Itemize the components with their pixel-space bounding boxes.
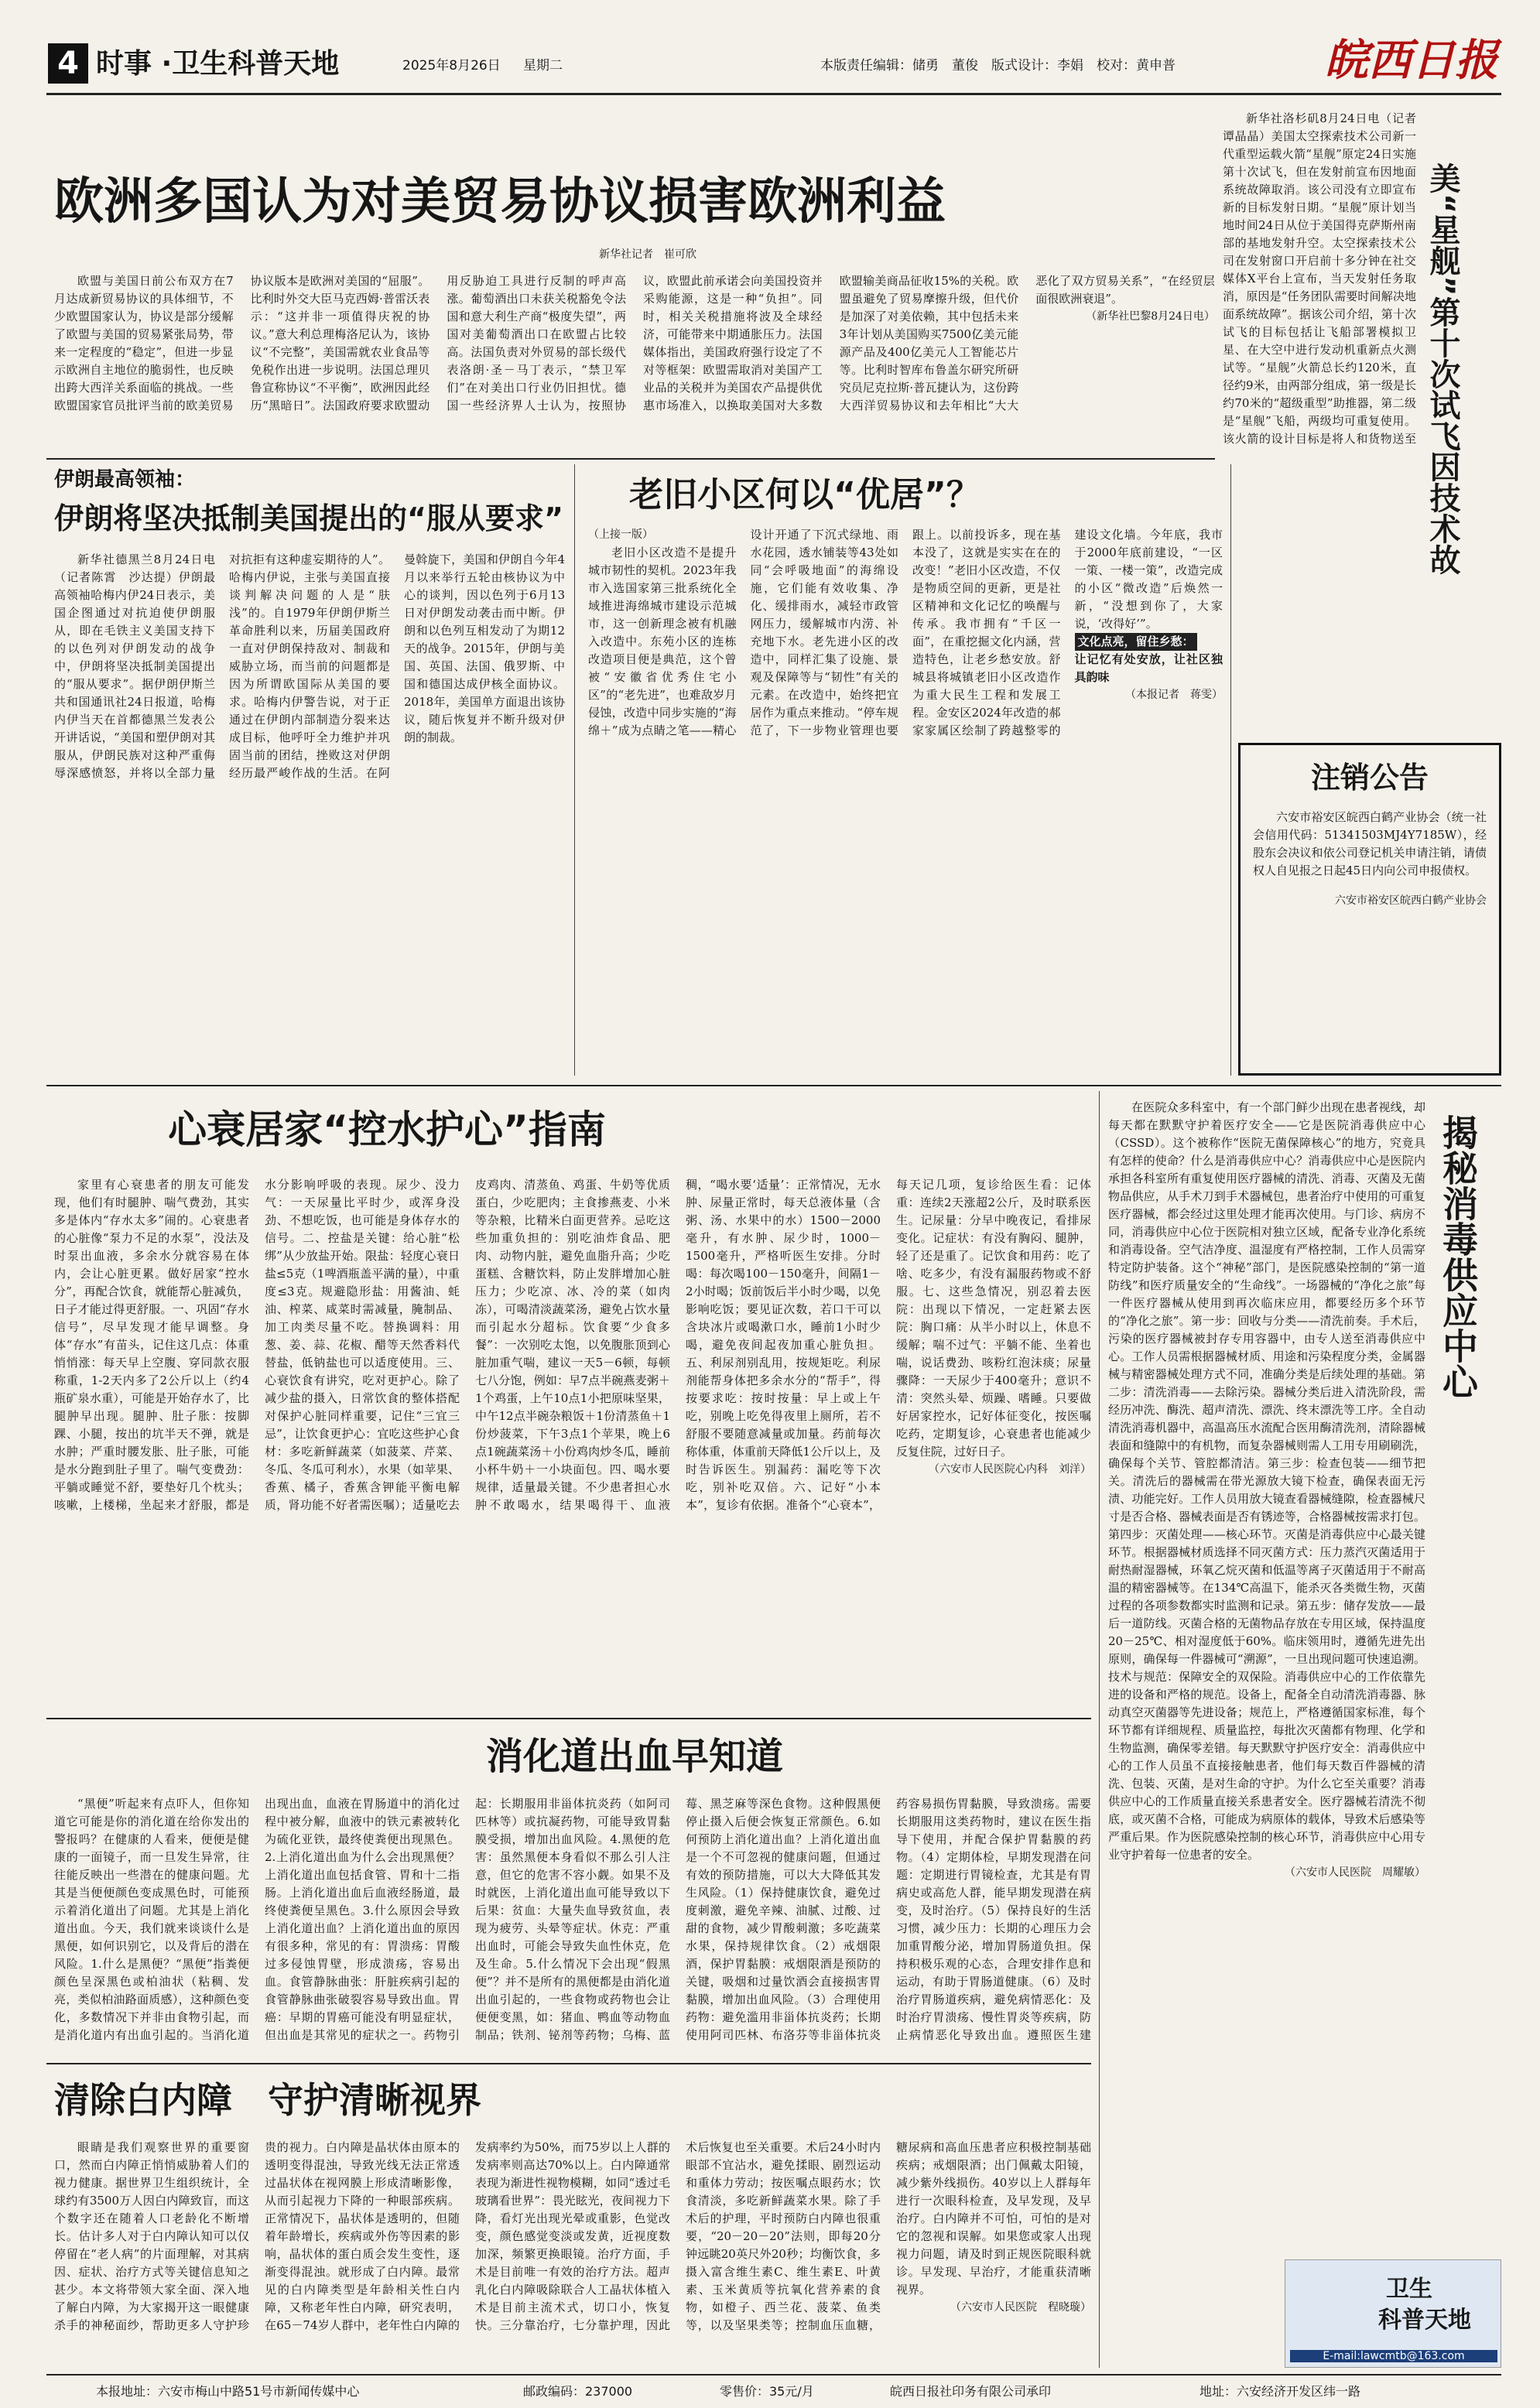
iran-body: 新华社德黑兰8月24日电（记者陈霄 沙达提）伊朗最高领袖哈梅内伊24日表示，美国企图通过对抗迫使伊朗服从，即在毛铁主义美国支持下的以色列对伊朗发动的战争中，伊朗将坚决抵制美国提出的“服从要求”。据伊朗伊斯兰共和国通讯社24日报道，哈梅内伊当天在首都德黑兰发表公开讲话说，“美国和塑伊朗对其服从，伊朗民族对这种严重侮辱深感愤怒，并将以全部力量对抗拒有这种虚妄期待的人”。哈梅内伊说，主张与美国直接谈判解决问题的人是“肤浅”的。自1979年伊朗伊斯兰革命胜利以来，历届美国政府一直对伊朗保持敌对、制裁和威胁立场，而当前的问题都是因为所谓欧国际从美国的要求。哈梅内伊警告说，对于正通过在伊朗内部制造分裂来达成目标，他呼吁全力维护并巩固当前的团结，挫败这对伊朗经历最严峻作战的生活。在阿曼斡旋下，美国和伊朗自今年4月以来举行五轮由核协议为中心的谈判，因以色列于6月13日对伊朗发动袭击而中断。伊朗和以色列互相发动了为期12天的战争。2015年，伊朗与美国、英国、法国、俄罗斯、中国和德国达成伊核全面协议。2018年，美国单方面退出该协议，随后恢复并不断升级对伊朗的制裁。: [54, 552, 565, 780]
masthead-logo: 皖西日报: [1325, 35, 1498, 86]
col-divider-2: [1230, 464, 1231, 1076]
upper-section-rule: [46, 1085, 1501, 1086]
starship-body-cont: [1223, 596, 1494, 735]
disinfect-body: 在医院众多科室中，有一个部门鲜少出现在患者视线，却每天都在默默守护着医疗安全——它是医院消毒供应中心（CSSD）。这个被称作“医院无菌保障核心”的地方，究竟具有怎样的使命？什么是消毒供应中心？消毒供应中心是医院内承担各科室所有重复使用医疗器械的清洗、消毒、灭菌及无菌物品供应，从手术刀到手术器械包，患者治疗中使用的可重复医疗器械，都会经过这里处理才能再次使用。与门诊、病房不同，消毒供应中心位于医院相对独立区域，配备专业净化系统和消毒设备。空气洁净度、温湿度有严格控制，工作人员需穿特定防护装备。这个“神秘”部门，是医院感染控制的“第一道防线”和医疗质量安全的“生命线”。一场器械的“净化之旅”每一件医疗器械从使用到再次临床应用，都要经历多个环节的“净化之旅”。第一步：回收与分类——清洗前奏。手术后，污染的医疗器械被封存专用容器中，由专人送至消毒供应中心。工作人员需根据器械材质、用途和污染程度分类，金属器械与精密器械处理方式不同，准确分类是后续处理的基础。第二步：清洗消毒——去除污染。器械分类后进入清洗阶段，需经历冲洗、酶洗、超声清洗、漂洗、终末漂洗等工序。全自动清洗消毒机器中，高温高压水流配合医用酶清洗剂，清除器械表面和缝隙中的有机物，而复杂器械则需人工用专用刷刷洗，确保每个关节、管腔都清洁。第三步：检查包装——细节把关。清洗后的器械需在带光源放大镜下检查，确保表面无污渍、功能完好。工作人员用放大镜查看器械缝隙，检查器械尺寸是否合格、器械表面是否有锈迹等，合格器械按需求打包。第四步：灭菌处理——核心环节。灭菌是消毒供应中心最关键环节。根据器械材质选择不同灭菌方式：压力蒸汽灭菌适用于耐热耐湿器械，环氧乙烷灭菌和低温等离子灭菌适用于不耐高温的精密器械等。在134℃高温下，能杀灭各类微生物，灭菌过程的各项参数都实时监测和记录。第五步：储存发放——最后一道防线。灭菌合格的无菌物品存放在专用区域，保持温度20－25℃、相对湿度低于60%。临床领用时，遵循先进先出原则，确保每一件器械可“溯源”，一旦出现问题可快速追溯。技术与规范：保障安全的双保险。消毒供应中心的工作依靠先进的设备和严格的规范。设备上，配备全自动清洗消毒器、脉动真空灭菌器等先进设备；规范上，严格遵循国家标准，每个环节都有详细规程、质量监控，每批次灭菌都有物理、化学和生物监测，确保零差错。每天默默守护医疗安全：消毒供应中心的工作人员虽不直接接触患者，他们每天数百件器械的清洗、包装、灭菌，是对生命的守护。为什么它至关重要？消毒供应中心的工作质量直接关系患者安全。医疗器械若清洗不彻底，或灭菌不合格，可能成为病原体的载体，导致术后感染等严重后果。作为医院感染控制的核心环节，消毒供应中心用专业守护着每一位患者的安全。 （六安市人民医院 周耀敏）: [1108, 1100, 1425, 1879]
badge-email: E-mail:lawcmtb@163.com: [1290, 2350, 1497, 2362]
column-badge: [1285, 2259, 1501, 2368]
oldcommunity-headline: 老旧小区何以“优居”？: [629, 475, 980, 515]
mid-section-rule: [46, 1718, 1091, 1719]
col-divider-3: [1099, 1091, 1100, 2368]
lead-byline: 新华社记者 崔可欣: [599, 248, 696, 261]
notice-body: 六安市裕安区皖西白鹤产业协会（统一社会信用代码：51341503MJ4Y7185W），经股东会决议和依公司登记机关申请注销，请债权人自见报之日起45日内向公司申报债权。: [1253, 810, 1487, 877]
issue-weekday: 星期二: [523, 58, 563, 74]
notice-signature: 六安市裕安区皖西白鹤产业协会: [1335, 894, 1487, 907]
notice-title: 注销公告: [1310, 761, 1429, 795]
lead-body: 欧盟与美国日前公布双方在7月达成新贸易协议的具体细节，不少欧盟国家认为，协议是部分缓解了欧盟与美国的贸易紧张局势，带来一定程度的“稳定”，但进一步显示欧洲自主地位的脆弱性，也反映出跨大西洋关系面临的挑战。一些欧盟国家官员批评当前的欧美贸易协议版本是欧洲对美国的“屈服”。比利时外交大臣马克西姆·普雷沃表示：“这并非一项值得庆祝的协议。”意大利总理梅洛尼认为，该协议“不完整”，美国需就农业食品等免税作出进一步说明。法国总理贝鲁宣称协议“不平衡”，欧洲因此经历“黑暗日”。法国政府要求欧盟动用反胁迫工具进行反制的呼声高涨。葡萄酒出口未获关税豁免令法国和意大利生产商“极度失望”，两国对美葡萄酒出口在欧盟占比较高。法国负责对外贸易的部长级代表洛朗·圣－马丁表示，“禁卫军们”在对美出口行业仍旧担忧。德国一些经济界人士认为，按照协议，欧盟此前承诺会向美国投资并采购能源，这是一种“负担”。同时，相关关税措施将波及全球经济，可能带来中期通胀压力。法国媒体指出，美国政府强行设定了不对等框架：欧盟需取消对美国产工业品的关税并为美国农产品提供优惠市场准入，以换取美国对大多数欧盟输美商品征收15%的关税。欧盟虽避免了贸易摩擦升级，但代价是加深了对美依赖，其中包括未来3年计划从美国购买7500亿美元能源产品及400亿美元人工智能芯片等。比利时智库布鲁盖尔研究所研究员尼克拉斯·普瓦捷认为，这份跨大西洋贸易协议和去年相比“大大恶化了双方贸易关系”，“在经贸层面很欧洲衰退”。 （新华社巴黎8月24日电）: [54, 274, 1215, 412]
col-divider-1: [574, 464, 575, 1076]
issue-date: 2025年8月26日: [402, 58, 501, 74]
lower-section-rule: [46, 2063, 1091, 2064]
starship-body: 新华社洛杉矶8月24日电（记者 谭晶晶）美国太空探索技术公司新一代重型运载火箭“星舰”原定24日实施第十次试飞，但在发射前宣布因地面系统故障取消。该公司没有立即宣布新的目标发射日期。“星舰”原计划当地时间24日从位于美国得克萨斯州南部的基地发射升空。太空探索技术公司在发射窗口开启前十多分钟在社交媒体X平台上宣布，当天发射任务取消，原因是“任务团队需要时间解决地面系统故障”。据该公司介绍，第十次试飞的目标包括让飞船部署模拟卫星、在大空中进行发动机重新点火测试等。“星舰”火箭总长约120米，直径约9米，由两部分组成，第一级是长约70米的“超级重型”助推器，第二级是“星舰”飞船，两级均可重复使用。该火箭的设计目标是将人和货物送至: [1223, 111, 1416, 446]
editor-credits: 本版责任编辑：储勇 董俊 版式设计：李娟 校对：黄申普: [820, 58, 1176, 74]
water-body: 家里有心衰患者的朋友可能发现，他们有时腿肿、喘气费劲，其实多是体内“存水太多”闹的。心衰患者的心脏像“泵力不足的水泵”，没法及时泵出血液，多余水分就容易在体内，会让心脏更累。做好居家“控水分”，再配合饮食，就能帮心脏减负，日子才能过得更舒服。一、巩固“存水信号”，尽早发现才能早调整。身体“存水”有苗头，记住这几点：体重悄悄涨：每天早上空腹、穿同款衣服称重，1-2天内多了2公斤以上（约4瓶矿泉水重），可能是开始存水了，比腿肿早出现。腿肿、肚子胀：按脚踝、小腿，按出的坑半天不弹，就是水肿；严重时腰发胀、肚子胀，可能是水分跑到肚子里了。喘气变费劲：平躺或睡觉不舒，要垫好几个枕头；咳嗽，上楼梯，坐起来才舒服，都是水分影响呼吸的表现。尿少、没力气：一天尿量比平时少，或浑身没劲、不想吃饭，也可能是身体存水的信号。二、控盐是关键：给心脏“松绑”从少放盐开始。限盐：轻度心衰日盐≤5克（1啤酒瓶盖平满的量），中重度≤3克。规避隐形盐：用酱油、蚝油、榨菜、咸菜时需减量，腌制品、加工肉类尽量不吃。替换调料：用葱、姜、蒜、花椒、醋等天然香料代替盐，低钠盐也可以适度使用。三、心衰饮食有讲究，吃对更护心。除了减少盐的摄入，日常饮食的整体搭配对保护心脏同样重要，记住“三宜三忌”，让饮食更护心：宜吃这些护心食材：多吃新鲜蔬菜（如菠菜、芹菜、冬瓜、冬瓜可利水），水果（如苹果、香蕉、橘子，香蕉含钾能平衡电解质，肾功能不好者需医嘱）；适量吃去皮鸡肉、清蒸鱼、鸡蛋、牛奶等优质蛋白，少吃肥肉；主食掺燕麦、小米等杂粮，比精米白面更营养。忌吃这些加重负担的：别吃油炸食品、肥肉、动物内脏，避免血脂升高；少吃蛋糕、含糖饮料，防止发胖增加心脏压力；少吃凉、冰、冷的菜（如肉冻），可喝清淡蔬菜汤，避免占饮水量而引起水分超标。饮食要“少食多餐”：一次别吃太饱，以免腹胀顶到心脏加重气喘，建议一天5－6顿，每顿七八分饱，例如：早7点半碗燕麦粥＋1个鸡蛋，上午10点1小把原味坚果，中午12点半碗杂粮饭＋1份清蒸鱼＋1份炒菠菜，下午3点1个苹果，晚上6点1碗蔬菜汤＋小份鸡肉炒冬瓜，睡前小杯牛奶＋一小块面包。四、喝水要规律，适量最关键。不少患者担心水肿不敢喝水，结果喝得干、血液稠，“喝水要‘适量’：正常情况，无水肿、尿量正常时，每天总液体量（含粥、汤、水果中的水）1500－2000毫升，有水肿、尿少时，1000－1500毫升，严格听医生安排。分时喝：每次喝100－150毫升，间隔1－2小时喝；饭前饭后半小时少喝，以免影响吃饭；要见证次数，若口干可以含块冰片或喝漱口水，睡前1小时少喝，避免夜间起夜加重心脏负担。五、利尿剂别乱用，按规矩吃。利尿剂能帮身体把多余水分的“帮手”，得按要求吃：按时按量：早上或上午吃，别晚上吃免得夜里上厕所，若不舒服不要随意减量或加量。药前每次称体重，体重前天降低1公斤以上，及时告诉医生。别漏药：漏吃等下次吃，别补吃双倍。六、记好“小本本”，复诊有依据。准备个“心衰本”，每天记几项，复诊给医生看：记体重：连续2天涨超2公斤，及时联系医生。记尿量：分早中晚夜记，看排尿变化。记症状：有没有胸闷、腿肿，轻了还是重了。记饮食和用药：吃了啥、吃多少，有没有漏服药物或不舒服。七、这些急情况，别忍着去医院：出现以下情况，一定赶紧去医院：胸口痛：从半小时以上，休息不缓解；喘不过气：平躺不能、坐着也喘，说话费劲、咳粉红泡沫痰；尿量骤降：一天尿少于400毫升；意识不清：突然头晕、烦躁、嗜睡。只要做好居家控水，记好体征变化，按医嘱吃药，定期复诊，心衰患者也能减少反复住院，过好日子。 （六安市人民医院心内科 刘洋）: [54, 1178, 1091, 1512]
gi-body: “黑便”听起来有点吓人，但你知道它可能是你的消化道在给你发出的警报吗？在健康的人看来，便便是健康的一面镜子，而一旦发生异常，往往能反映出一些潜在的健康问题。尤其是当便便颜色变成黑色时，可能预示着消化道出了问题。尤其是上消化道出血。今天，我们就来谈谈什么是黑便，如何识别它，以及背后的潜在风险。1.什么是黑便？“黑便”指粪便颜色呈深黑色或柏油状（粘稠、发亮，类似柏油路面质感），这种颜色变化，多数情况下并非由食物引起，而是消化道内有出血引起的。当消化道出现出血，血液在胃肠道中的消化过程中被分解，血液中的铁元素被转化为硫化亚铁，最终使粪便出现黑色。2.上消化道出血为什么会出现黑便？上消化道出血包括食管、胃和十二指肠。上消化道出血后血液经肠道，最终使粪便呈黑色。3.什么原因会导致上消化道出血？上消化道出血的原因有很多种，常见的有：胃溃疡：胃酸过多侵蚀胃壁，形成溃疡，容易出血。食管静脉曲张：肝脏疾病引起的食管静脉曲张破裂容易导致出血。胃癌：早期的胃癌可能没有明显症状，但出血是其常见的症状之一。药物引起：长期服用非甾体抗炎药（如阿司匹林等）或抗凝药物，可能导致胃黏膜受损，增加出血风险。4.黑便的危害：虽然黑便本身看似不那么引人注意，但它的危害不容小觑。如果不及时就医，上消化道出血可能导致以下后果：贫血：大量失血导致贫血，表现为疲劳、头晕等症状。休克：严重出血时，可能会导致失血性休克，危及生命。5.什么情况下会出现“假黑便”？并不是所有的黑便都是由消化道出血引起的，一些食物或药物也会让便便变黑，如：猪血、鸭血等动物血制品；铁剂、铋剂等药物；乌梅、蓝莓、黑芝麻等深色食物。这种假黑便停止摄入后便会恢复正常颜色。6.如何预防上消化道出血？上消化道出血是一个不可忽视的健康问题，但通过有效的预防措施，可以大大降低其发生风险。（1）保持健康饮食，避免过度刺激，避免辛辣、油腻、过酸、过甜的食物，减少胃酸刺激；多吃蔬菜水果，保持规律饮食。（2）戒烟限酒，保护胃黏膜：戒烟限酒是预防的关键，吸烟和过量饮酒会直接损害胃黏膜，增加出血风险。（3）合理使用药物：避免滥用非甾体抗炎药；长期使用阿司匹林、布洛芬等非甾体抗炎药容易损伤胃黏膜，导致溃疡。需要长期服用这类药物时，建议在医生指导下使用，并配合保护胃黏膜的药物。（4）定期体检，早期发现潜在问题：定期进行胃镜检查，尤其是有胃病史或高危人群，能早期发现潜在病变，及时治疗。（5）保持良好的生活习惯，减少压力：长期的心理压力会加重胃酸分泌，增加胃肠道负担。保持积极乐观的心态，合理安排作息和运动，有助于胃肠道健康。（6）及时治疗胃肠道疾病，避免病情恶化：及时治疗胃溃疡、慢性胃炎等疾病，防止病情恶化导致出血。遵照医生建: [54, 1797, 1091, 2042]
lead-headline: 欧洲多国认为对美贸易协议损害欧洲利益: [54, 173, 946, 231]
disinfect-title: 揭秘消毒供应中心: [1437, 1114, 1479, 1399]
lead-rule: [46, 458, 1215, 460]
oldcommunity-body: （上接一版） 老旧小区改造不是提升城市韧性的契机。2023年我市入选国家第三批系统化全域推进海绵城市建设示范城市，这一创新理念被有机融入改造中。东苑小区的连栋改造项目便是典范，这个曾被“安徽省优秀住宅小区”的“老先进”，也难敌岁月侵蚀，改造中同步实施的“海绵＋”成为点睛之笔——精心设计开通了下沉式绿地、雨水花园，透水铺装等43处如同“会呼吸地面”的海绵设施，它们能有效收集、净化、缓排雨水，减轻市政管网压力，缓解城市内涝、补充地下水。老先进小区的改造中，同样汇集了设施、景观及保障等与“韧性”有关的元素。在改造中，始终把宜居作为重点来推动。“停车规范了，下一步物业管理也要跟上。以前投诉多，现在基本没了，这就是实实在在的改变！”老旧小区改造，不仅是物质空间的更新，更是社区精神和文化记忆的唤醒与传承。我市拥有“千区一面”，在重挖掘文化内涵，营造特色，让老乡愁安放。舒城县将城镇老旧小区改造作为重大民生工程和发展工程。金安区2024年改造的郝家家属区绘制了跨越整零的建设文化墙。今年底，我市于2000年底前建设，“一区一策、一楼一策”，改造完成的小区“微改造”后焕然一新，“没想到你了，大家说，‘改得好’”。 文化点亮，留住乡愁： 让记忆有处安放，让社区独具韵味 （本报记者 蒋雯）: [588, 528, 1223, 737]
water-headline: 心衰居家“控水护心”指南: [168, 1107, 606, 1152]
badge-title-1: 卫生: [1386, 2276, 1432, 2303]
page-number: 4: [48, 43, 88, 84]
starship-title: 美“星舰”第十次试飞因技术故: [1425, 162, 1460, 575]
footer-address: 本报地址：六安市梅山中路51号市新闻传媒中心: [96, 2384, 360, 2399]
footer-rule: [46, 2374, 1501, 2376]
cataract-body: 眼睛是我们观察世界的重要窗口，然而白内障正悄悄威胁着人们的视力健康。据世界卫生组织统计，全球约有3500万人因白内障致盲，而这个数字还在随着人口老龄化不断增长。估计多人对于白内障认知可以仅停留在“老人病”的片面理解，对其病因、症状、治疗方式等关键信息知之甚少。本文将带领大家全面、深入地了解白内障，为大家揭开这一眼健康杀手的神秘面纱，帮助更多人守护珍贵的视力。白内障是晶状体由原本的透明变得混浊，导致光线无法正常透过晶状体在视网膜上形成清晰影像，从而引起视力下降的一种眼部疾病。正常情况下，晶状体是透明的，但随着年龄增长，疾病或外伤等因素的影响，晶状体的蛋白质会发生变性，逐渐变得混浊。就形成了白内障。最常见的白内障类型是年龄相关性白内障，又称老年性白内障，研究表明，在65－74岁人群中，老年性白内障的发病率约为50%，而75岁以上人群的发病率则高达70%以上。白内障通常表现为渐进性视物模糊，如同“透过毛玻璃看世界”：畏光眩光，夜间视力下降，看灯光出现光晕或重影，色觉改变，颜色感觉变淡或发黄，近视度数加深，频繁更换眼镜。治疗方面，手术是目前唯一有效的治疗方法。超声乳化白内障吸除联合人工晶状体植入术是目前主流术式，切口小，恢复快。三分靠治疗，七分靠护理，因此术后恢复也至关重要。术后24小时内眼部不宜沾水，避免揉眼、剧烈运动和重体力劳动；按医嘱点眼药水；饮食清淡，多吃新鲜蔬菜水果。除了手术后的护理，平时预防白内障也很重要，“20－20－20”法则，即每20分钟远眺20英尺外20秒；均衡饮食，多摄入富含维生素C、维生素E、叶黄素、玉米黄质等抗氧化营养素的食物，如橙子、西兰花、菠菜、鱼类等，以及坚果类等；控制血压血糖，糖尿病和高血压患者应积极控制基础疾病；戒烟限酒；出门佩戴太阳镜，减少紫外线损伤。40岁以上人群每年进行一次眼科检查，及早发现，及早治疗。白内障并不可怕，可怕的是对它的忽视和误解。如果您或家人出现视力问题，请及时到正规医院眼科就诊。早发现、早治疗，才能重获清晰视界。 （六安市人民医院 程晓璇）: [54, 2140, 1091, 2332]
footer-print-address: 地址：六安经济开发区纬一路: [1199, 2384, 1361, 2399]
footer-postcode: 邮政编码：237000: [523, 2384, 633, 2399]
iran-headline: 伊朗将坚决抵制美国提出的“服从要求”: [54, 501, 563, 535]
gi-headline: 消化道出血早知道: [485, 1735, 783, 1778]
cataract-headline: 清除白内障 守护清晰视界: [54, 2079, 481, 2121]
cancellation-notice: [1238, 743, 1501, 1076]
footer-price: 零售价：35元/月: [720, 2384, 814, 2399]
footer-printer: 皖西日报社印务有限公司承印: [890, 2384, 1052, 2399]
section-title: 时事 ·卫生科普天地: [96, 48, 340, 80]
badge-title-2: 科普天地: [1378, 2307, 1471, 2334]
iran-kicker: 伊朗最高领袖：: [54, 468, 196, 491]
header-rule: [46, 93, 1501, 95]
